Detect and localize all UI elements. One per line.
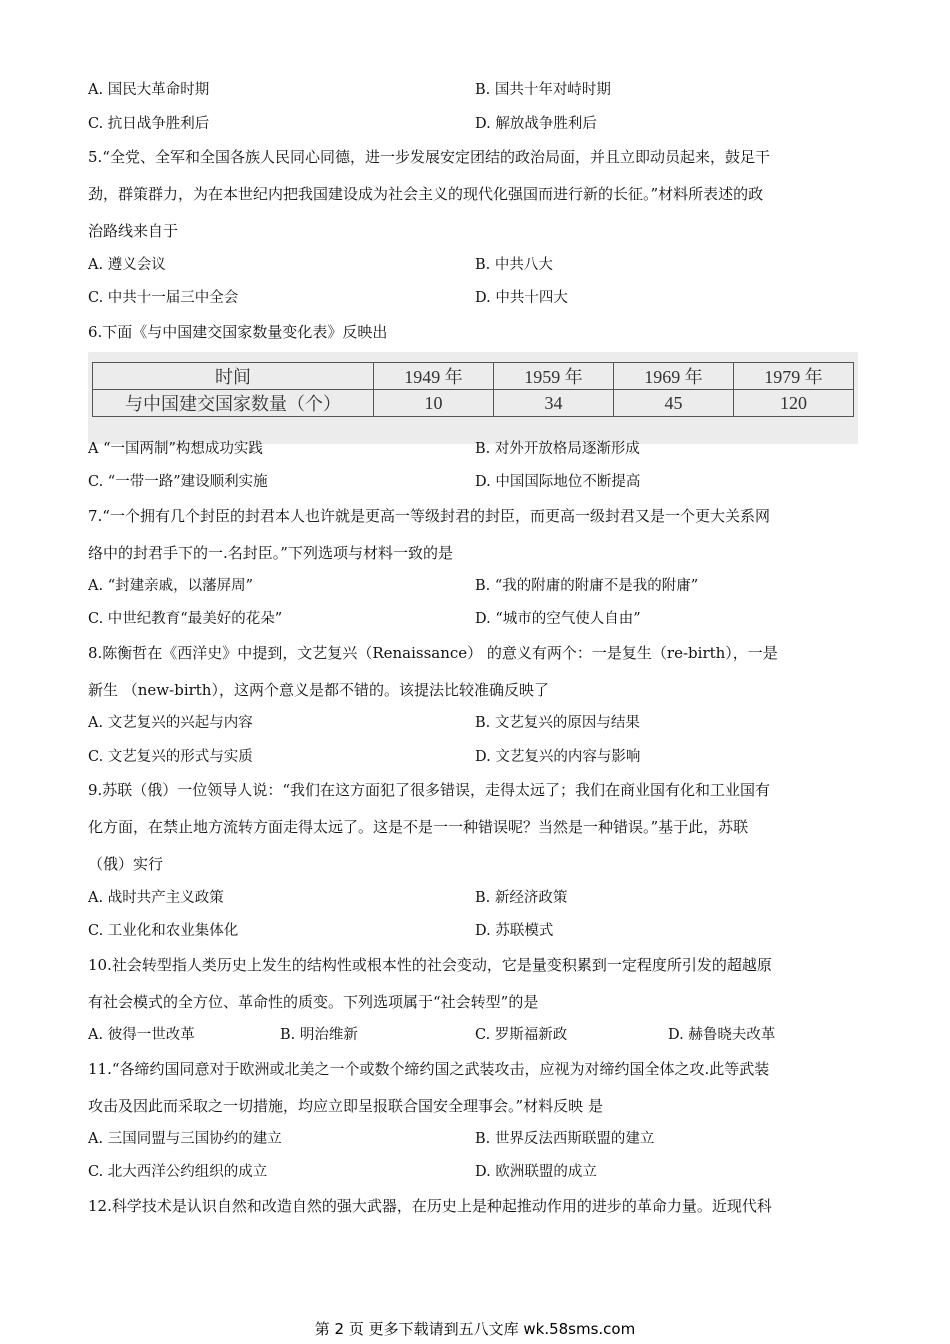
table-row-label: 与中国建交国家数量（个）	[93, 390, 374, 417]
page-footer: 第 2 页 更多下载请到五八文库 wk.58sms.com	[314, 1320, 636, 1338]
q8-stem-line-1: 8.陈衡哲在《西洋史》中提到，文艺复兴（Renaissance） 的意义有两个：一是复生（re-birth），一是	[88, 644, 778, 662]
q7-stem-line-2: 络中的封君手下的一.名封臣。”下列选项与材料一致的是	[88, 544, 453, 562]
q6-option-a: A “一国两制”构想成功实践	[88, 441, 263, 457]
q10-stem-line-1: 10.社会转型指人类历史上发生的结构性或根本性的社会变动，它是量变积累到一定程度所引发的超越原	[88, 956, 772, 974]
q10-option-c: C. 罗斯福新政	[475, 1027, 568, 1043]
q11-option-b: B. 世界反法西斯联盟的建立	[475, 1131, 655, 1147]
q4-option-c: C. 抗日战争胜利后	[88, 116, 210, 132]
q10-option-b: B. 明治维新	[280, 1027, 358, 1043]
q9-stem-line-1: 9.苏联（俄）一位领导人说：“我们在这方面犯了很多错误，走得太远了；我们在商业国有化和工业国有	[88, 781, 770, 799]
q5-option-b: B. 中共八大	[475, 257, 553, 273]
q5-option-d: D. 中共十四大	[475, 290, 568, 306]
table-year-1949: 1949 年	[374, 363, 494, 390]
q7-stem-line-1: 7.“一个拥有几个封臣的封君本人也许就是更高一等级封君的封臣，而更高一级封君又是一个更大关系网	[88, 507, 770, 525]
q7-option-b: B. “我的附庸的附庸不是我的附庸”	[475, 578, 699, 594]
q11-stem-line-2: 攻击及因此而采取之一切措施，均应立即呈报联合国安全理事会。”材料反映 是	[88, 1097, 603, 1115]
q7-option-c: C. 中世纪教育“最美好的花朵”	[88, 611, 283, 627]
q11-option-a: A. 三国同盟与三国协约的建立	[88, 1131, 282, 1147]
table-count-1979: 120	[734, 390, 854, 417]
q4-option-a: A. 国民大革命时期	[88, 82, 210, 98]
q6-stem: 6.下面《与中国建交国家数量变化表》反映出	[88, 323, 388, 341]
q11-stem-line-1: 11.“各缔约国同意对于欧洲或北美之一个或数个缔约国之武装攻击，应视为对缔约国全体之攻.此等武装	[88, 1060, 770, 1078]
q10-option-a: A. 彼得一世改革	[88, 1027, 195, 1043]
table-count-1949: 10	[374, 390, 494, 417]
diplomatic-relations-table	[88, 352, 858, 444]
table-count-1969: 45	[614, 390, 734, 417]
table-year-1969: 1969 年	[614, 363, 734, 390]
q7-option-a: A. “封建亲戚，以藩屏周”	[88, 578, 254, 594]
q5-option-c: C. 中共十一届三中全会	[88, 290, 239, 306]
q8-option-d: D. 文艺复兴的内容与影响	[475, 749, 641, 765]
q5-stem-line-2: 劲，群策群力，为在本世纪内把我国建设成为社会主义的现代化强国而进行新的长征。”材料所表述的政	[88, 185, 764, 203]
table-year-1959: 1959 年	[494, 363, 614, 390]
q10-stem-line-2: 有社会模式的全方位、革命性的质变。下列选项属于“社会转型”的是	[88, 993, 539, 1011]
q4-option-b: B. 国共十年对峙时期	[475, 82, 611, 98]
q5-stem-line-1: 5.“全党、全军和全国各族人民同心同德，进一步发展安定团结的政治局面，并且立即动员起来，鼓足干	[88, 148, 770, 166]
q9-stem-line-3: （俄）实行	[88, 855, 164, 873]
q9-option-c: C. 工业化和农业集体化	[88, 923, 239, 939]
table-year-1979: 1979 年	[734, 363, 854, 390]
q6-option-b: B. 对外开放格局逐渐形成	[475, 441, 640, 457]
q5-stem-line-3: 治路线来自于	[88, 222, 179, 240]
q8-option-a: A. 文艺复兴的兴起与内容	[88, 715, 253, 731]
q9-option-a: A. 战时共产主义政策	[88, 890, 224, 906]
q9-stem-line-2: 化方面，在禁止地方流转方面走得太远了。这是不是一一种错误呢？当然是一种错误。”基于此，苏联	[88, 818, 749, 836]
q12-stem-line-1: 12.科学技术是认识自然和改造自然的强大武器，在历史上是种起推动作用的进步的革命力量。近现代科	[88, 1197, 772, 1215]
q11-option-d: D. 欧洲联盟的成立	[475, 1164, 597, 1180]
table-header-label: 时间	[93, 363, 374, 390]
q6-option-d: D. 中国国际地位不断提高	[475, 474, 641, 490]
q8-option-b: B. 文艺复兴的原因与结果	[475, 715, 640, 731]
q6-option-c: C. “一带一路”建设顺利实施	[88, 474, 268, 490]
q9-option-d: D. 苏联模式	[475, 923, 554, 939]
q8-stem-line-2: 新生 （new-birth），这两个意义是都不错的。该提法比较准确反映了	[88, 681, 549, 699]
q10-option-d: D. 赫鲁晓夫改革	[668, 1027, 776, 1043]
table-count-1959: 34	[494, 390, 614, 417]
q9-option-b: B. 新经济政策	[475, 890, 568, 906]
q5-option-a: A. 遵义会议	[88, 257, 166, 273]
q8-option-c: C. 文艺复兴的形式与实质	[88, 749, 253, 765]
q7-option-d: D. “城市的空气使人自由”	[475, 611, 641, 627]
q11-option-c: C. 北大西洋公约组织的成立	[88, 1164, 268, 1180]
q4-option-d: D. 解放战争胜利后	[475, 116, 597, 132]
